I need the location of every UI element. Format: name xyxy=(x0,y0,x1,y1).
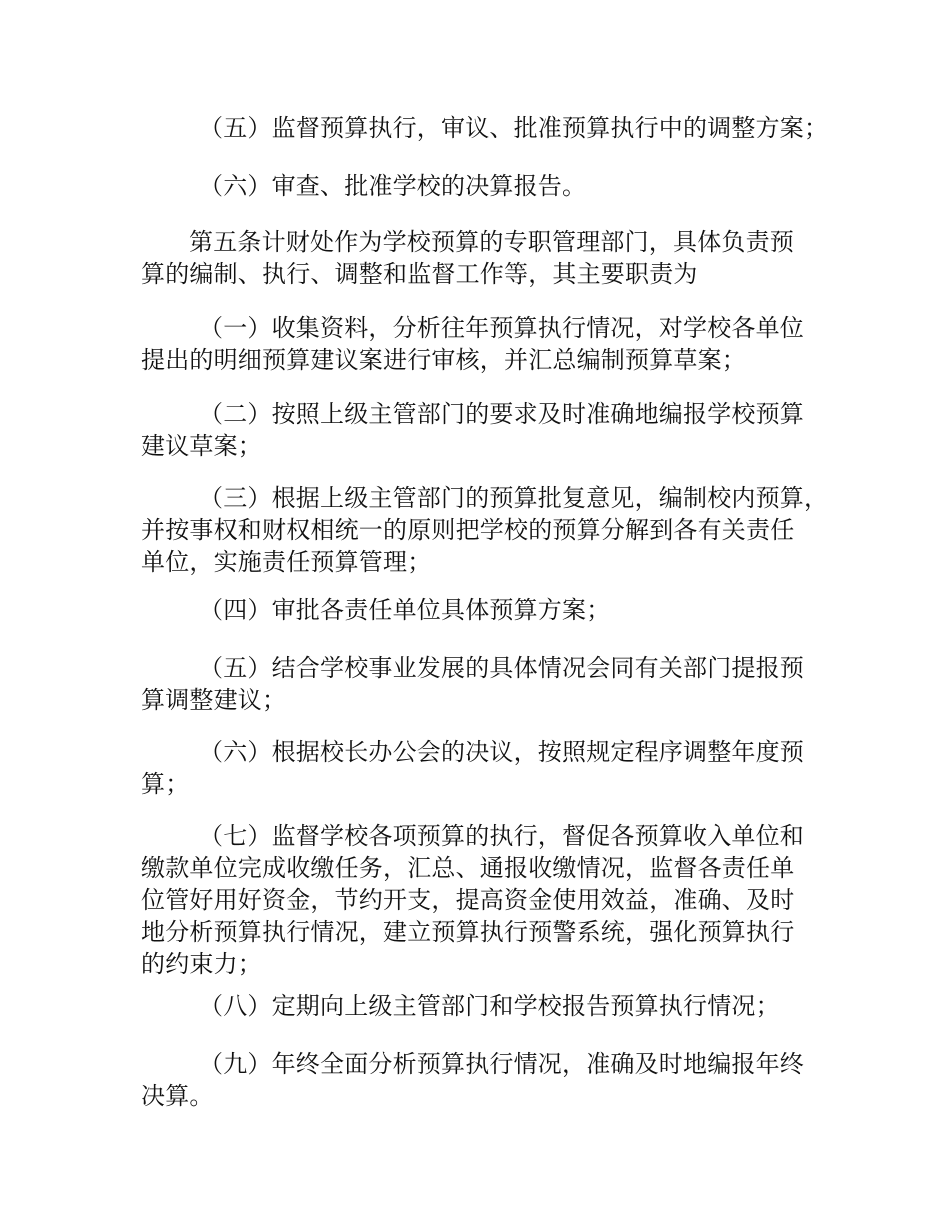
paragraph-duty7 xyxy=(141,820,831,980)
paragraph-duty9 xyxy=(141,1048,831,1112)
paragraph-line: （七）监督学校各项预算的执行，督促各预算收入单位和 xyxy=(199,822,804,850)
paragraph-line: 地分析预算执行情况，建立预算执行预警系统，强化预算执行 xyxy=(141,918,795,946)
paragraph-line: 的约束力； xyxy=(141,950,262,978)
paragraph-line: （八）定期向上级主管部门和学校报告预算执行情况； xyxy=(199,992,780,1020)
paragraph-item6-review xyxy=(141,170,831,202)
paragraph-duty3 xyxy=(141,482,831,578)
paragraph-line: 第五条计财处作为学校预算的专职管理部门，具体负责预 xyxy=(189,228,794,256)
paragraph-line: （四）审批各责任单位具体预算方案； xyxy=(199,596,611,624)
paragraph-line: （五）结合学校事业发展的具体情况会同有关部门提报预 xyxy=(199,654,804,682)
paragraph-line: 缴款单位完成收缴任务，汇总、通报收缴情况，监督各责任单 xyxy=(141,854,795,882)
paragraph-article5 xyxy=(141,226,831,290)
paragraph-line: 位管好用好资金，节约开支，提高资金使用效益，准确、及时 xyxy=(141,886,795,914)
paragraph-duty1 xyxy=(141,312,831,376)
paragraph-line: 建议草案； xyxy=(141,432,262,460)
paragraph-duty4 xyxy=(141,594,831,626)
paragraph-line: （一）收集资料，分析往年预算执行情况，对学校各单位 xyxy=(199,314,804,342)
paragraph-line: 并按事权和财权相统一的原则把学校的预算分解到各有关责任 xyxy=(141,516,795,544)
paragraph-line: （五）监督预算执行，审议、批准预算执行中的调整方案； xyxy=(199,114,829,142)
paragraph-line: （六）审查、批准学校的决算报告。 xyxy=(199,172,587,200)
paragraph-duty8 xyxy=(141,990,831,1022)
paragraph-line: 决算。 xyxy=(141,1082,214,1110)
paragraph-line: 算的编制、执行、调整和监督工作等，其主要职责为 xyxy=(141,260,698,288)
paragraph-item5-supervise xyxy=(141,112,831,144)
paragraph-duty2 xyxy=(141,398,831,462)
paragraph-line: 提出的明细预算建议案进行审核，并汇总编制预算草案； xyxy=(141,346,746,374)
paragraph-line: （二）按照上级主管部门的要求及时准确地编报学校预算 xyxy=(199,400,804,428)
paragraph-line: 算； xyxy=(141,770,190,798)
paragraph-line: 算调整建议； xyxy=(141,686,287,714)
paragraph-duty6 xyxy=(141,736,831,800)
paragraph-line: 单位，实施责任预算管理； xyxy=(141,548,432,576)
paragraph-duty5 xyxy=(141,652,831,716)
paragraph-line: （九）年终全面分析预算执行情况，准确及时地编报年终 xyxy=(199,1050,804,1078)
paragraph-line: （六）根据校长办公会的决议，按照规定程序调整年度预 xyxy=(199,738,804,766)
paragraph-line: （三）根据上级主管部门的预算批复意见，编制校内预算， xyxy=(199,484,829,512)
